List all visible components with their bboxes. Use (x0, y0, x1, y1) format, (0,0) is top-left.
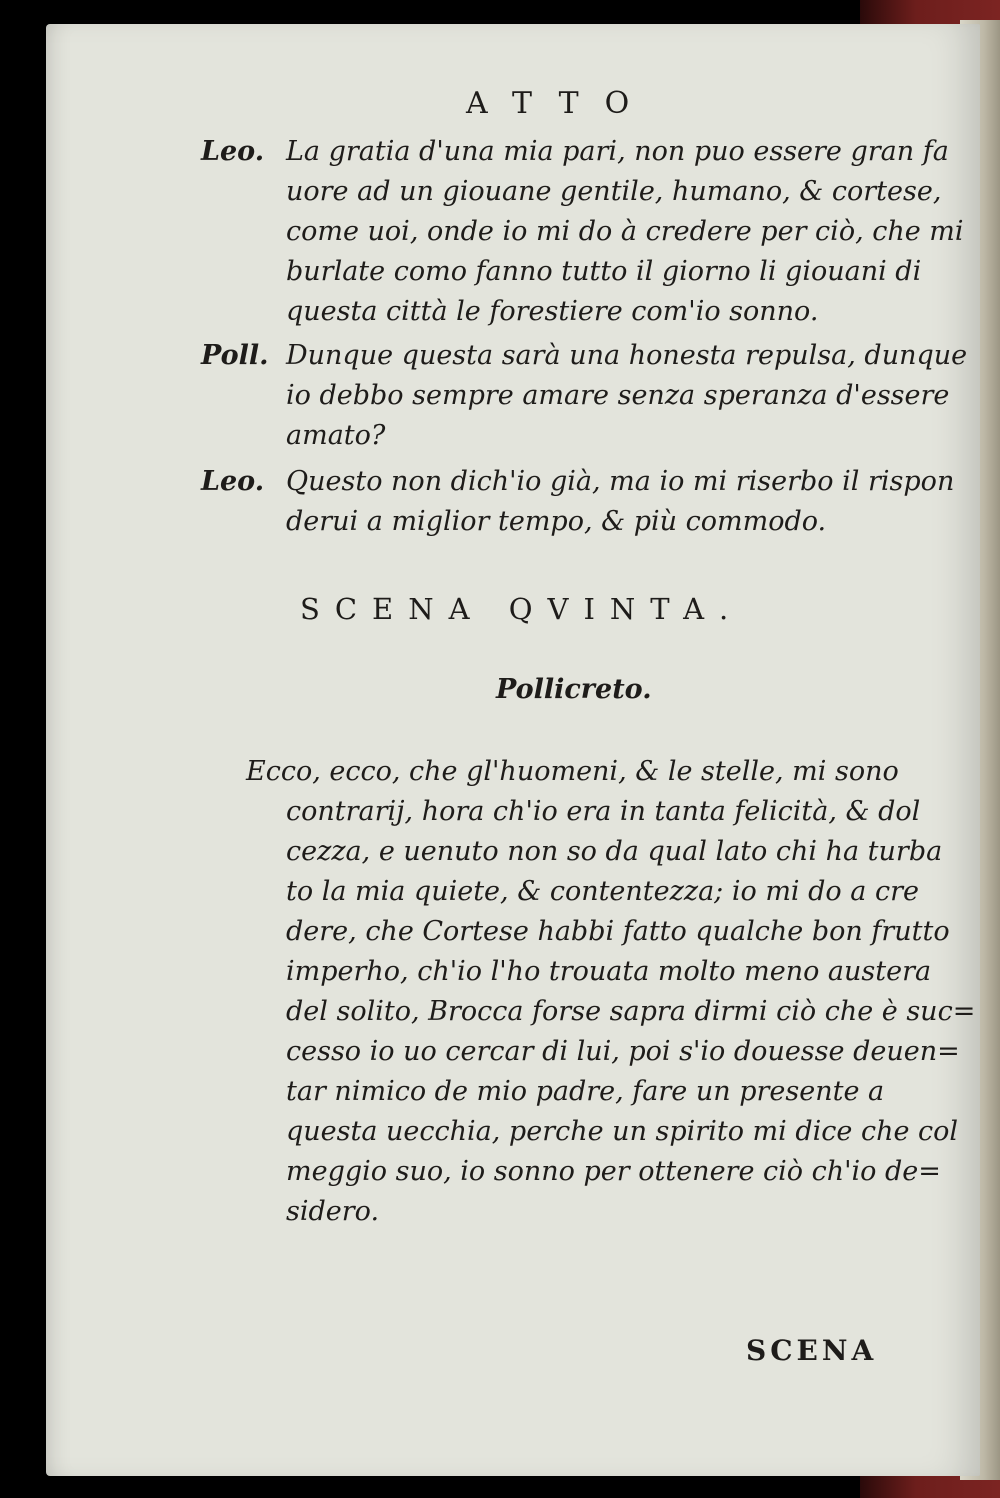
text-line: cesso io uo cercar di lui, poi s'io douesse deuen= (286, 1036, 960, 1067)
text-line: Dunque questa sarà una honesta repulsa, dunque (286, 340, 968, 371)
scene-title: SCENA QVINTA. (300, 592, 744, 626)
text-line: tar nimico de mio padre, fare un presente a (286, 1076, 885, 1107)
text-line: questa città le forestiere com'io sonno. (286, 296, 819, 327)
speaker-label: Leo. (201, 136, 265, 167)
text-line: imperho, ch'io l'ho trouata molto meno austera (286, 956, 932, 987)
text-line: sidero. (286, 1196, 380, 1227)
book-page (46, 24, 980, 1476)
text-line: burlate como fanno tutto il giorno li giouani di (286, 256, 922, 287)
text-line: uore ad un giouane gentile, humano, & cortese, (286, 176, 942, 207)
text-line: dere, che Cortese habbi fatto qualche bon frutto (286, 916, 950, 947)
text-line: La gratia d'una mia pari, non puo essere gran fa (286, 136, 949, 167)
text-line: del solito, Brocca forse sapra dirmi ciò che è suc= (286, 996, 976, 1027)
speaker-label: Leo. (201, 466, 265, 497)
text-line: io debbo sempre amare senza speranza d'essere (286, 380, 950, 411)
text-line: meggio suo, io sonno per ottenere ciò ch'io de= (286, 1156, 941, 1187)
catchword: SCENA (746, 1334, 878, 1367)
text-line: Ecco, ecco, che gl'huomeni, & le stelle, mi sono (246, 756, 899, 787)
text-line: come uoi, onde io mi do à credere per ciò, che mi (286, 216, 964, 247)
text-line: derui a miglior tempo, & più commodo. (286, 506, 827, 537)
text-line: contrarij, hora ch'io era in tanta felicità, & dol (286, 796, 921, 827)
text-line: to la mia quiete, & contentezza; io mi do a cre (286, 876, 919, 907)
text-line: cezza, e uenuto non so da qual lato chi ha turba (286, 836, 943, 867)
text-line: questa uecchia, perche un spirito mi dice che col (286, 1116, 959, 1147)
text-line: Questo non dich'io già, ma io mi riserbo il rispon (286, 466, 955, 497)
running-head: ATTO (466, 86, 656, 121)
speaker-label: Poll. (201, 340, 269, 371)
character-name: Pollicreto. (496, 674, 652, 705)
text-line: amato? (286, 420, 386, 451)
